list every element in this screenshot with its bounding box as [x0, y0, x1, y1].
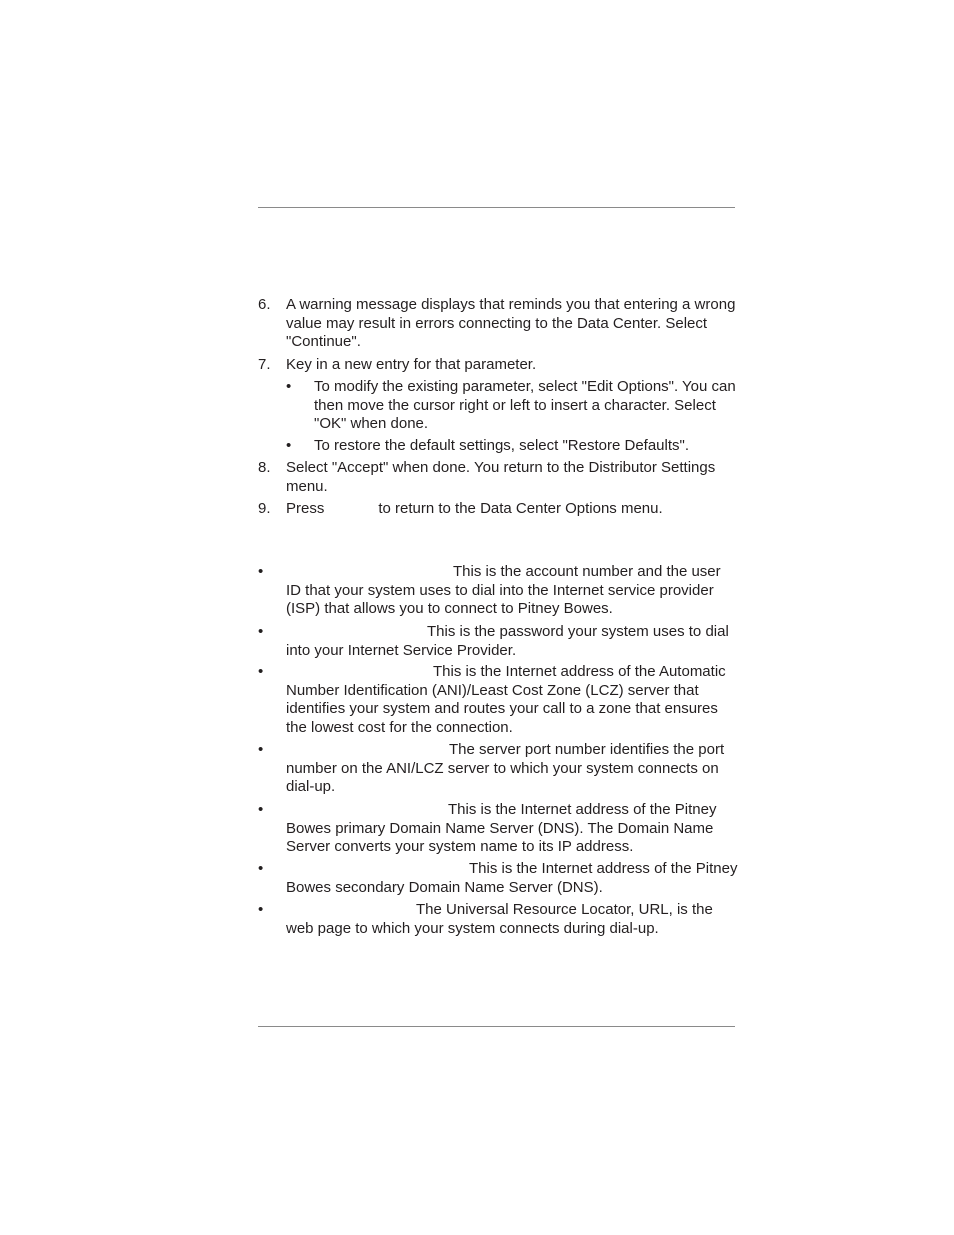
step-text-after: to return to the Data Center Options menu. [378, 500, 663, 517]
bullet-marker: • [258, 801, 264, 818]
step-text: Key in a new entry for that parameter. [286, 356, 537, 373]
step-text-before: Press [286, 500, 325, 517]
bullet-text: To modify the existing parameter, select "Edit Options". You can then move the cursor right or left to insert a character. Select "OK" when done. [314, 378, 736, 433]
step-9 [258, 500, 738, 519]
definition-text: This is the Internet address of the Pitney Bowes primary Domain Name Server (DNS). The Domain Name Server converts your system name to its IP address. [286, 801, 717, 856]
bullet-text: To restore the default settings, select "Restore Defaults". [314, 437, 689, 454]
step-number: 6. [258, 296, 271, 313]
step-number: 8. [258, 459, 271, 476]
bullet-marker: • [258, 741, 264, 758]
bullet-marker: • [286, 437, 292, 454]
step-7-bullet-edit [258, 378, 738, 434]
definition-text: The server port number identifies the port number on the ANI/LCZ server to which your system connects on dial-up. [286, 741, 725, 796]
step-text: Select "Accept" when done. You return to the Distributor Settings menu. [286, 459, 716, 495]
step-7 [258, 356, 738, 375]
bullet-marker: • [258, 901, 264, 918]
step-7-bullet-restore [258, 437, 738, 456]
step-text: A warning message displays that reminds you that entering a wrong value may result in errors connecting to the Data Center. Select "Continue". [286, 296, 736, 351]
bullet-marker: • [258, 860, 264, 877]
bullet-marker: • [258, 563, 264, 580]
header-rule [258, 207, 735, 208]
bullet-marker: • [286, 378, 292, 395]
step-8 [258, 459, 738, 496]
step-6 [258, 296, 738, 352]
step-number: 9. [258, 500, 271, 517]
definition-ani-lcz-address [258, 663, 738, 737]
definition-text: This is the password your system uses to dial into your Internet Service Provider. [286, 623, 729, 659]
definition-password [258, 623, 738, 660]
bullet-marker: • [258, 623, 264, 640]
footer-rule [258, 1026, 735, 1027]
definition-text: This is the Internet address of the Pitney Bowes secondary Domain Name Server (DNS). [286, 860, 738, 896]
definition-account-user-id [258, 563, 738, 619]
definition-url [258, 901, 738, 938]
definition-text: This is the Internet address of the Automatic Number Identification (ANI)/Least Cost Zone (LCZ) server that identifies your system and routes your call to a zone that ensures the lowest cost for the connection. [286, 663, 726, 736]
definition-text: This is the account number and the user ID that your system uses to dial into the Internet service provider (ISP) that allows you to connect to Pitney Bowes. [286, 563, 721, 618]
definition-text: The Universal Resource Locator, URL, is the web page to which your system connects during dial-up. [286, 901, 713, 937]
step-number: 7. [258, 356, 271, 373]
definition-secondary-dns [258, 860, 738, 897]
step-text [286, 500, 738, 519]
definition-server-port [258, 741, 738, 797]
definition-primary-dns [258, 801, 738, 857]
bullet-marker: • [258, 663, 264, 680]
